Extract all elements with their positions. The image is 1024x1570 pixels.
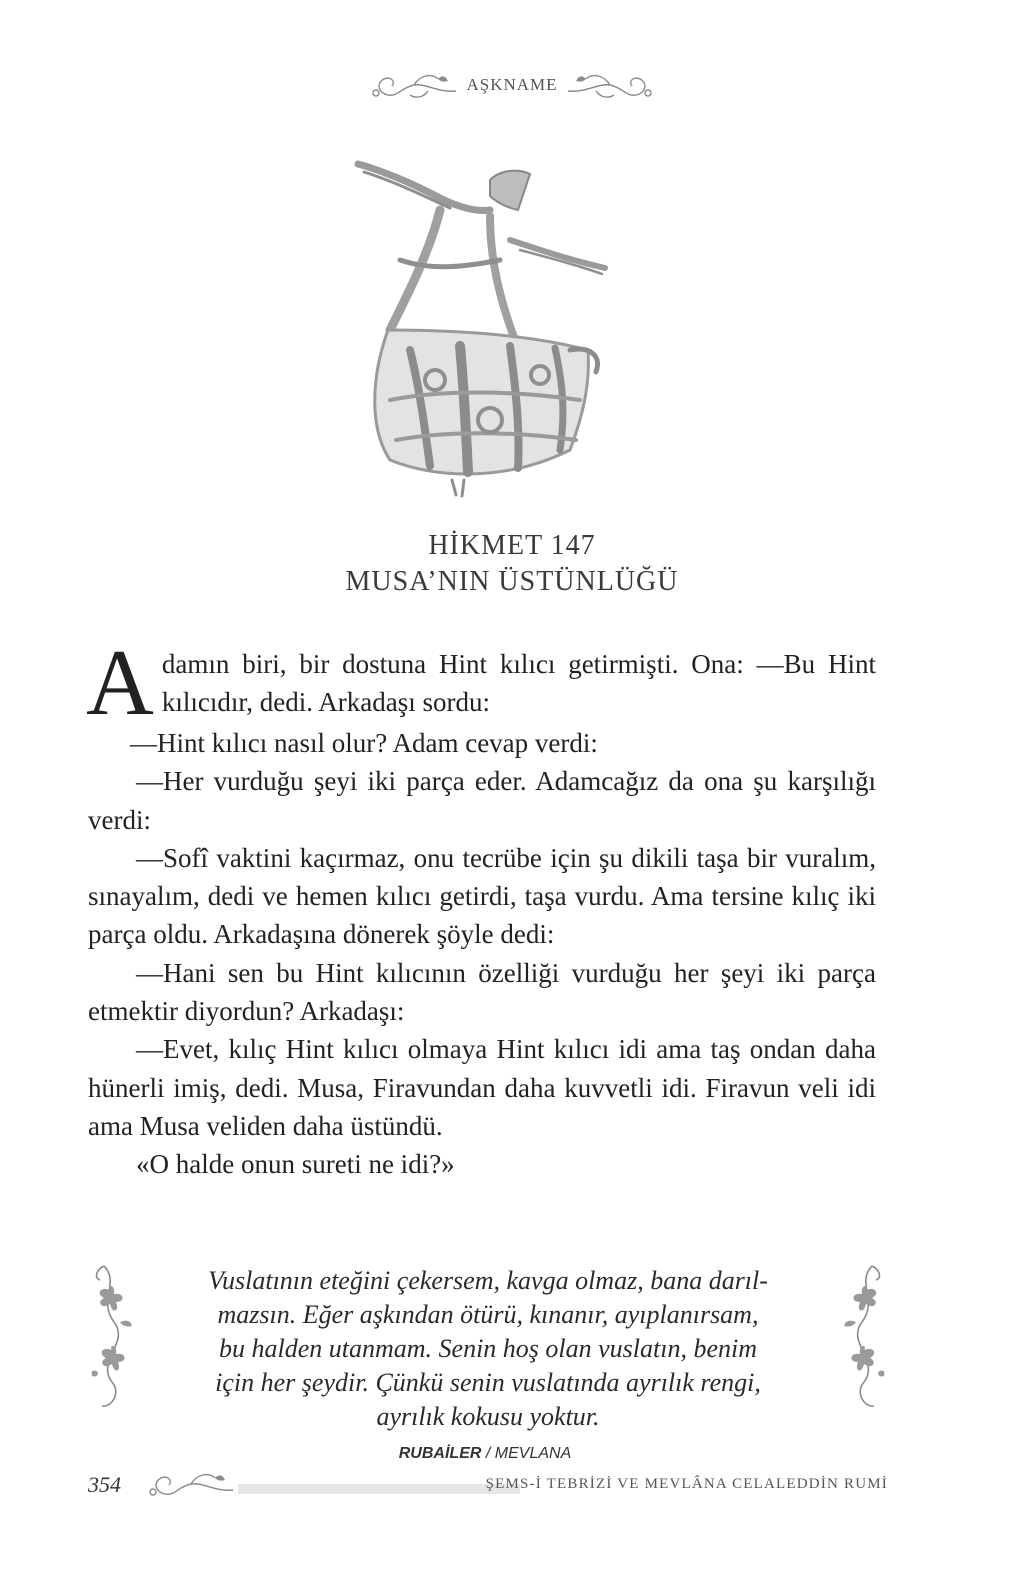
quote-line: mazsın. Eğer aşkından ötürü, kınanır, ayıplanırsam, (217, 1300, 759, 1329)
quote-source (0, 1445, 970, 1463)
paragraph-1 (86, 631, 876, 735)
paragraph-5: —Hani sen bu Hint kılıcının özelliği vurduğu her şeyi iki parça etmektir diyordun? Arkadaşı: (88, 957, 876, 1027)
quote-source-author: MEVLANA (494, 1445, 572, 1462)
swirl-ornament-icon (566, 65, 656, 105)
chapter-heading (0, 528, 1024, 600)
chapter-title: MUSA’NIN ÜSTÜNLÜĞÜ (345, 566, 679, 597)
paragraph-3: —Her vurduğu şeyi iki parça eder. Adamcağız da ona şu karşılığı verdi: (88, 766, 876, 835)
body-text (86, 631, 876, 1184)
paragraph-2: —Hint kılıcı nasıl olur? Adam cevap verdi: (130, 728, 598, 758)
swirl-ornament-icon (368, 65, 458, 105)
quote-text (168, 1264, 808, 1434)
quote-line: ayrılık kokusu yoktur. (376, 1402, 600, 1431)
running-header (0, 58, 1024, 112)
running-header-title: AŞKNAME (466, 75, 558, 94)
footer-rule (238, 1484, 520, 1494)
paragraph-7: «O halde onun sureti ne idi?» (136, 1149, 455, 1180)
paragraph-4: —Sofî vaktini kaçırmaz, onu tecrübe için şu dikili taşa bir vuralım, sınayalım, dedi ve hemen kılıcı getirdi, taşa vurdu. Ama tersine kılıç iki parça oldu. Arkadaşına dönerek şöyle dedi: (88, 842, 876, 950)
page-number: 354 (88, 1472, 121, 1497)
drop-cap: A (86, 631, 154, 735)
floral-vine-icon (840, 1262, 886, 1412)
floral-vine-icon (90, 1262, 136, 1412)
swirl-ornament-icon (143, 1464, 235, 1504)
quote-source-book: RUBAİLER (398, 1445, 482, 1462)
paragraph-1-text: damın biri, bir dostuna Hint kılıcı getirmişti. Ona: —Bu Hint kılıcıdır, dedi. Arkadaşı sordu: (161, 649, 876, 718)
whirling-dervish-calligraphy-icon (340, 150, 620, 500)
quote-line: Vuslatının eteğini çekersem, kavga olmaz, bana darıl- (208, 1266, 768, 1295)
quote-line: bu halden utanmam. Senin hoş olan vuslatın, benim (218, 1334, 757, 1363)
quote-source-separator: / (481, 1445, 495, 1462)
paragraph-6: —Evet, kılıç Hint kılıcı olmaya Hint kılıcı idi ama taş ondan daha hünerli imiş, dedi. Musa, Firavundan daha kuvvetli idi. Firavun veli idi ama Musa veliden daha üstündü. (88, 1034, 876, 1141)
page-footer (88, 1470, 888, 1502)
running-footer-title: ŞEMS-İ TEBRİZİ VE MEVLÂNA CELALEDDİN RUMİ (485, 1476, 888, 1492)
quote-line: için her şeydir. Çünkü senin vuslatında ayrılık rengi, (215, 1368, 761, 1397)
chapter-number: HİKMET 147 (428, 530, 596, 561)
quote-box (90, 1262, 886, 1472)
